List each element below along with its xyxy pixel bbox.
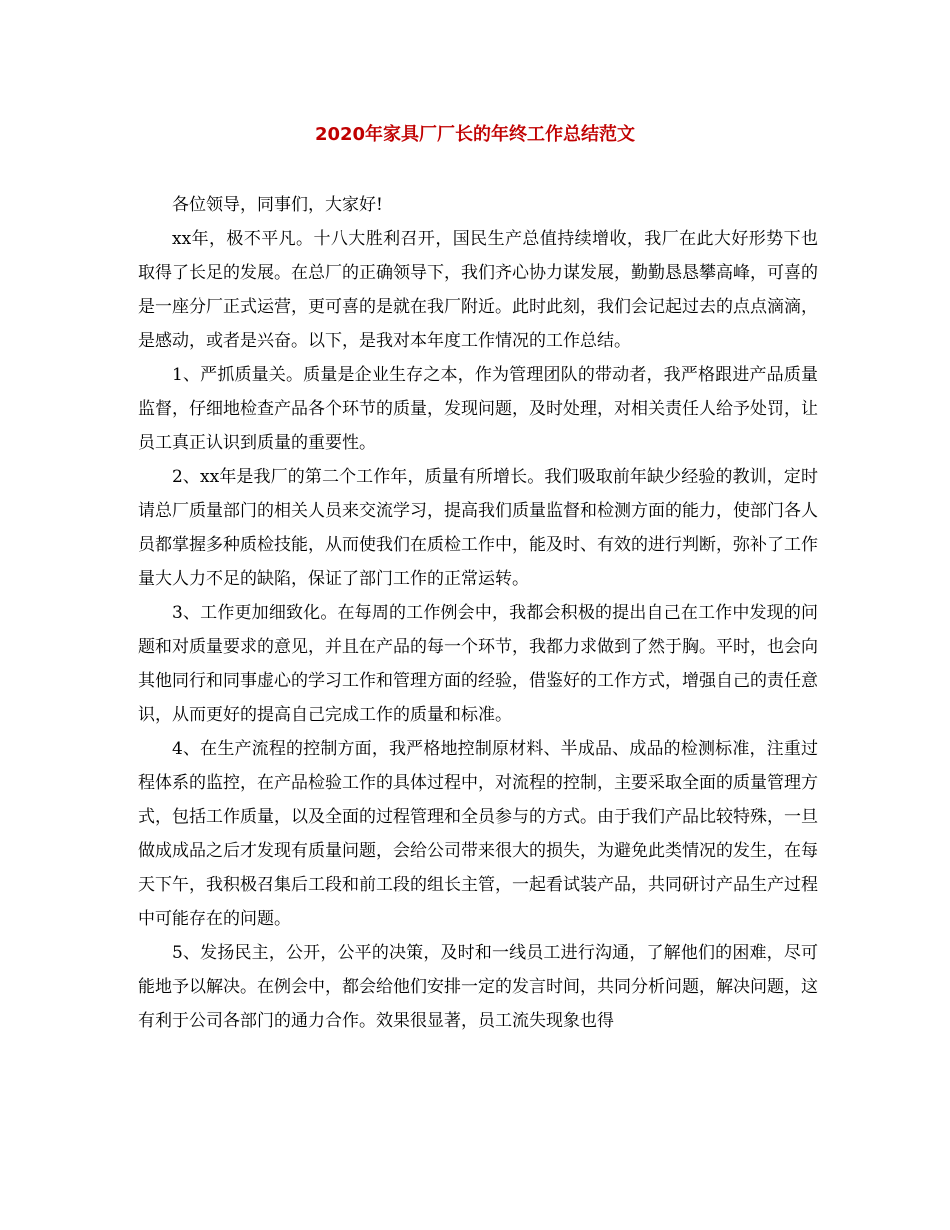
- point-1-paragraph: 1、严抓质量关。质量是企业生存之本，作为管理团队的带动者，我严格跟进产品质量监督，仔细地检查产品各个环节的质量，发现问题，及时处理，对相关责任人给予处罚，让员工真正认识到质量的重要性。: [138, 365, 818, 453]
- point-4-paragraph: 4、在生产流程的控制方面，我严格地控制原材料、半成品、成品的检测标准，注重过程体系的监控，在产品检验工作的具体过程中，对流程的控制，主要采取全面的质量管理方式，包括工作质量，以及全面的过程管理和全员参与的方式。由于我们产品比较特殊，一旦做成成品之后才发现有质量问题，会给公司带来很大的损失，为避免此类情况的发生，在每天下午，我积极召集后工段和前工段的组长主管，一起看试装产品，共同研讨产品生产过程中可能存在的问题。: [138, 739, 818, 929]
- document-body: [138, 188, 818, 1038]
- greeting-paragraph: 各位领导，同事们，大家好!: [172, 195, 383, 215]
- document-title: 2020年家具厂厂长的年终工作总结范文: [314, 124, 636, 145]
- point-3-paragraph: 3、工作更加细致化。在每周的工作例会中，我都会积极的提出自己在工作中发现的问题和对质量要求的意见，并且在产品的每一个环节，我都力求做到了然于胸。平时，也会向其他同行和同事虚心的学习工作和管理方面的经验，借鉴好的工作方式，增强自己的责任意识，从而更好的提高自己完成工作的质量和标准。: [138, 603, 818, 725]
- point-5-paragraph: 5、发扬民主，公开，公平的决策，及时和一线员工进行沟通，了解他们的困难，尽可能地予以解决。在例会中，都会给他们安排一定的发言时间，共同分析问题，解决问题，这有利于公司各部门的通力合作。效果很显著，员工流失现象也得: [138, 943, 818, 1031]
- intro-paragraph: xx年，极不平凡。十八大胜利召开，国民生产总值持续增收，我厂在此大好形势下也取得了长足的发展。在总厂的正确领导下，我们齐心协力谋发展，勤勤恳恳攀高峰，可喜的是一座分厂正式运营，更可喜的是就在我厂附近。此时此刻，我们会记起过去的点点滴滴，是感动，或者是兴奋。以下，是我对本年度工作情况的工作总结。: [138, 229, 818, 351]
- point-2-paragraph: 2、xx年是我厂的第二个工作年，质量有所增长。我们吸取前年缺少经验的教训，定时请总厂质量部门的相关人员来交流学习，提高我们质量监督和检测方面的能力，使部门各人员都掌握多种质检技能，从而使我们在质检工作中，能及时、有效的进行判断，弥补了工作量大人力不足的缺陷，保证了部门工作的正常运转。: [138, 467, 818, 589]
